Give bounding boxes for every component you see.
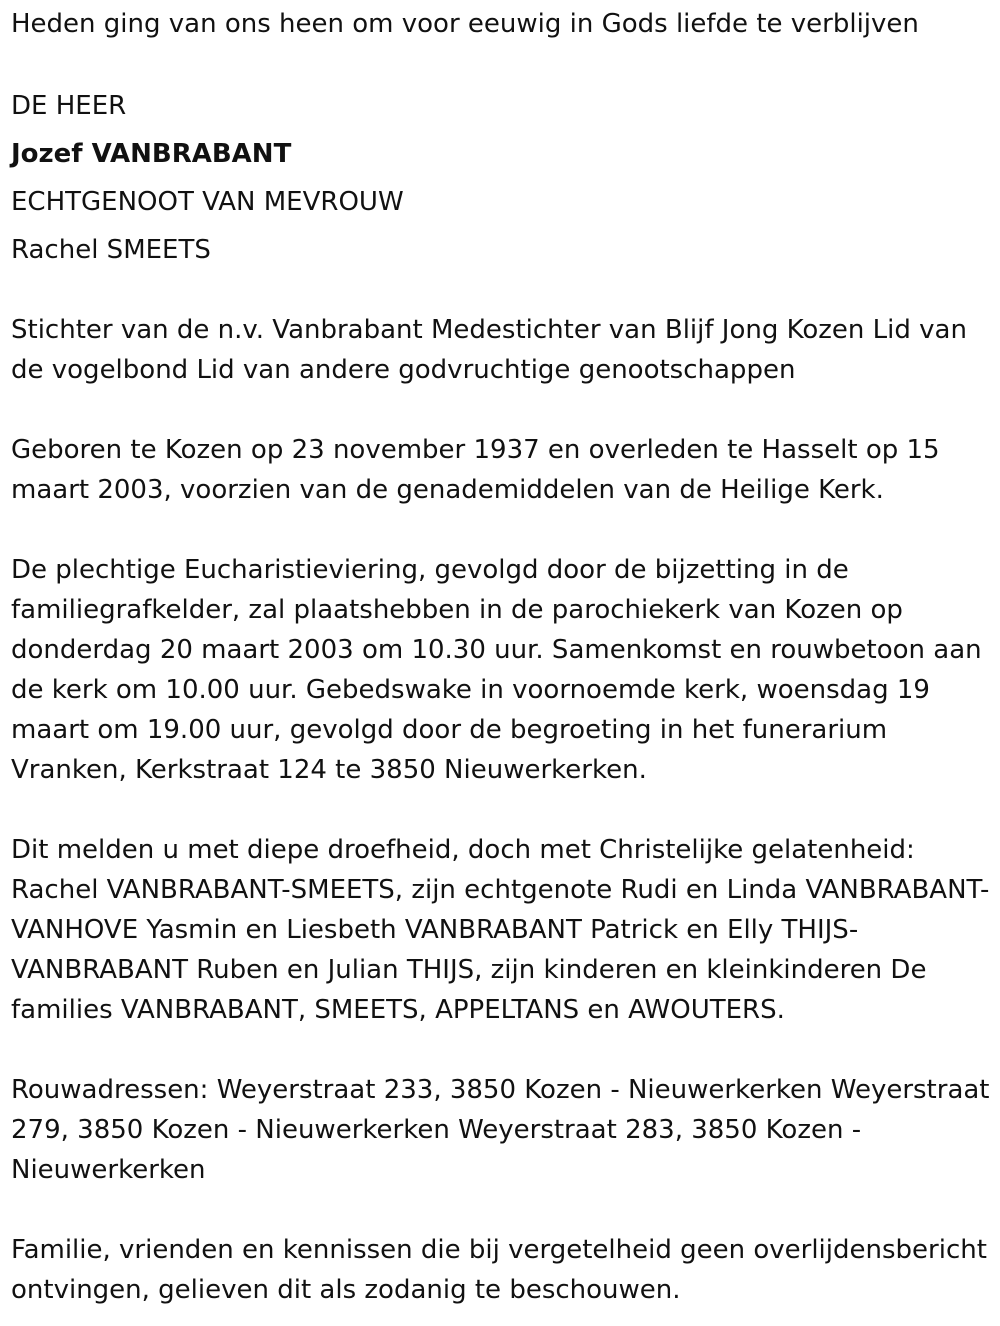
title-prefix: DE HEER: [11, 91, 127, 121]
addresses-paragraph: Rouwadressen: Weyerstraat 233, 3850 Kozen - Nieuwerkerken Weyerstraat 279, 3850 Kozen - Nieuwerkerken Weyerstraat 283, 3850 Kozen - Nieuwerkerken: [11, 1075, 990, 1185]
funeral-paragraph: De plechtige Eucharistieviering, gevolgd door de bijzetting in de familiegrafkelder, zal plaatshebben in de parochiekerk van Kozen op donderdag 20 maart 2003 om 10.30 uur. Samenkomst en rouwbetoon aan de kerk om 10.00 uur. Gebedswake in voornoemde kerk, woensdag 19 maart om 19.00 uur, gevolgd door de begroeting in het funerarium Vranken, Kerkstraat 124 te 3850 Nieuwerkerken.: [11, 555, 982, 785]
intro-text: Heden ging van ons heen om voor eeuwig in Gods liefde te verblijven: [11, 9, 919, 39]
functions-paragraph: Stichter van de n.v. Vanbrabant Medestichter van Blijf Jong Kozen Lid van de vogelbond Lid van andere godvruchtige genootschappen: [11, 315, 967, 385]
birth-death-paragraph: Geboren te Kozen op 23 november 1937 en overleden te Hasselt op 15 maart 2003, voorzien van de genademiddelen van de Heilige Kerk.: [11, 435, 940, 505]
spouse-name: Rachel SMEETS: [11, 235, 211, 265]
closing-paragraph: Familie, vrienden en kennissen die bij vergetelheid geen overlijdensbericht ontvingen, gelieven dit als zodanig te beschouwen.: [11, 1235, 987, 1305]
deceased-name: Jozef VANBRABANT: [11, 139, 292, 169]
family-paragraph: Dit melden u met diepe droefheid, doch met Christelijke gelatenheid: Rachel VANBRABANT-SMEETS, zijn echtgenote Rudi en Linda VANBRABANT-VANHOVE Yasmin en Liesbeth VANBRABANT Patrick en Elly THIJS-VANBRABANT Ruben en Julian THIJS, zijn kinderen en kleinkinderen De families VANBRABANT, SMEETS, APPELTANS en AWOUTERS.: [11, 835, 990, 1025]
spouse-label: ECHTGENOOT VAN MEVROUW: [11, 187, 404, 217]
